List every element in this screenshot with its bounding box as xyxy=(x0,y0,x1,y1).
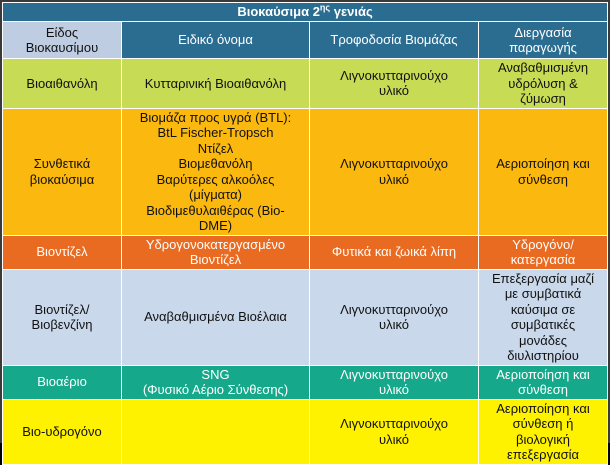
cell-name: Βιομάζα προς υγρά (BTL): BtL Fischer-Tropsch Ντίζελ Βιομεθανόλη Βαρύτερες αλκοόλες (μίγματα) Βιοδιμεθυλαιθέρας (Bio- DME) xyxy=(122,108,310,235)
cell-feed: Λιγνοκυτταρινούχο υλικό xyxy=(310,269,479,365)
title-suffix: γενιάς xyxy=(330,4,373,19)
cell-name: Κυτταρινική Βιοαιθανόλη xyxy=(122,59,310,109)
table-header-row xyxy=(3,22,608,59)
cell-type: Βιο-υδρογόνο xyxy=(3,399,122,464)
table-row xyxy=(3,235,608,269)
cell-name: Υδρογονοκατεργασμένο Βιοντίζελ xyxy=(122,235,310,269)
cell-process: Επεξεργασία μαζί με συμβατικά καύσιμα σε συμβατικές μονάδες διυλιστηρίου xyxy=(479,269,608,365)
cell-feed: Λιγνοκυτταρινούχο υλικό xyxy=(310,365,479,399)
title-superscript: ης xyxy=(319,2,331,13)
cell-name: Αναβαθμισμένα Βιοέλαια xyxy=(122,269,310,365)
cell-process: Αεριοποίηση και σύνθεση xyxy=(479,365,608,399)
cell-type: Συνθετικά βιοκαύσιμα xyxy=(3,108,122,235)
table-row xyxy=(3,269,608,365)
biofuels-table xyxy=(2,2,608,465)
cell-feed: Λιγνοκυτταρινούχο υλικό xyxy=(310,108,479,235)
cell-feed: Φυτικά και ζωικά λίπη xyxy=(310,235,479,269)
cell-process: Αεριοποίηση και σύνθεση ή βιολογική επεξεργασία xyxy=(479,399,608,464)
table-title-row xyxy=(3,3,608,22)
title-text: Βιοκαύσιμα 2 xyxy=(237,4,320,19)
header-process: Διεργασία παραγωγής xyxy=(479,22,608,59)
table-row xyxy=(3,108,608,235)
table-title xyxy=(3,3,608,22)
cell-feed: Λιγνοκυτταρινούχο υλικό xyxy=(310,399,479,464)
header-name: Ειδικό όνομα xyxy=(122,22,310,59)
cell-type: Βιοντίζελ/ Βιοβενζίνη xyxy=(3,269,122,365)
cell-type: Βιοντίζελ xyxy=(3,235,122,269)
table-row xyxy=(3,59,608,109)
cell-name: SNG (Φυσικό Αέριο Σύνθεσης) xyxy=(122,365,310,399)
cell-process: Υδρογόνο/ κατεργασία xyxy=(479,235,608,269)
table-row xyxy=(3,365,608,399)
table-row xyxy=(3,399,608,464)
cell-name xyxy=(122,399,310,464)
cell-process: Αναβαθμισμένη υδρόλυση & ζύμωση xyxy=(479,59,608,109)
cell-process: Αεριοποίηση και σύνθεση xyxy=(479,108,608,235)
cell-type: Βιοαέριο xyxy=(3,365,122,399)
header-feed: Τροφοδοσία Βιομάζας xyxy=(310,22,479,59)
header-type: Είδος Βιοκαυσίμου xyxy=(3,22,122,59)
cell-feed: Λιγνοκυτταρινούχο υλικό xyxy=(310,59,479,109)
cell-type: Βιοαιθανόλη xyxy=(3,59,122,109)
